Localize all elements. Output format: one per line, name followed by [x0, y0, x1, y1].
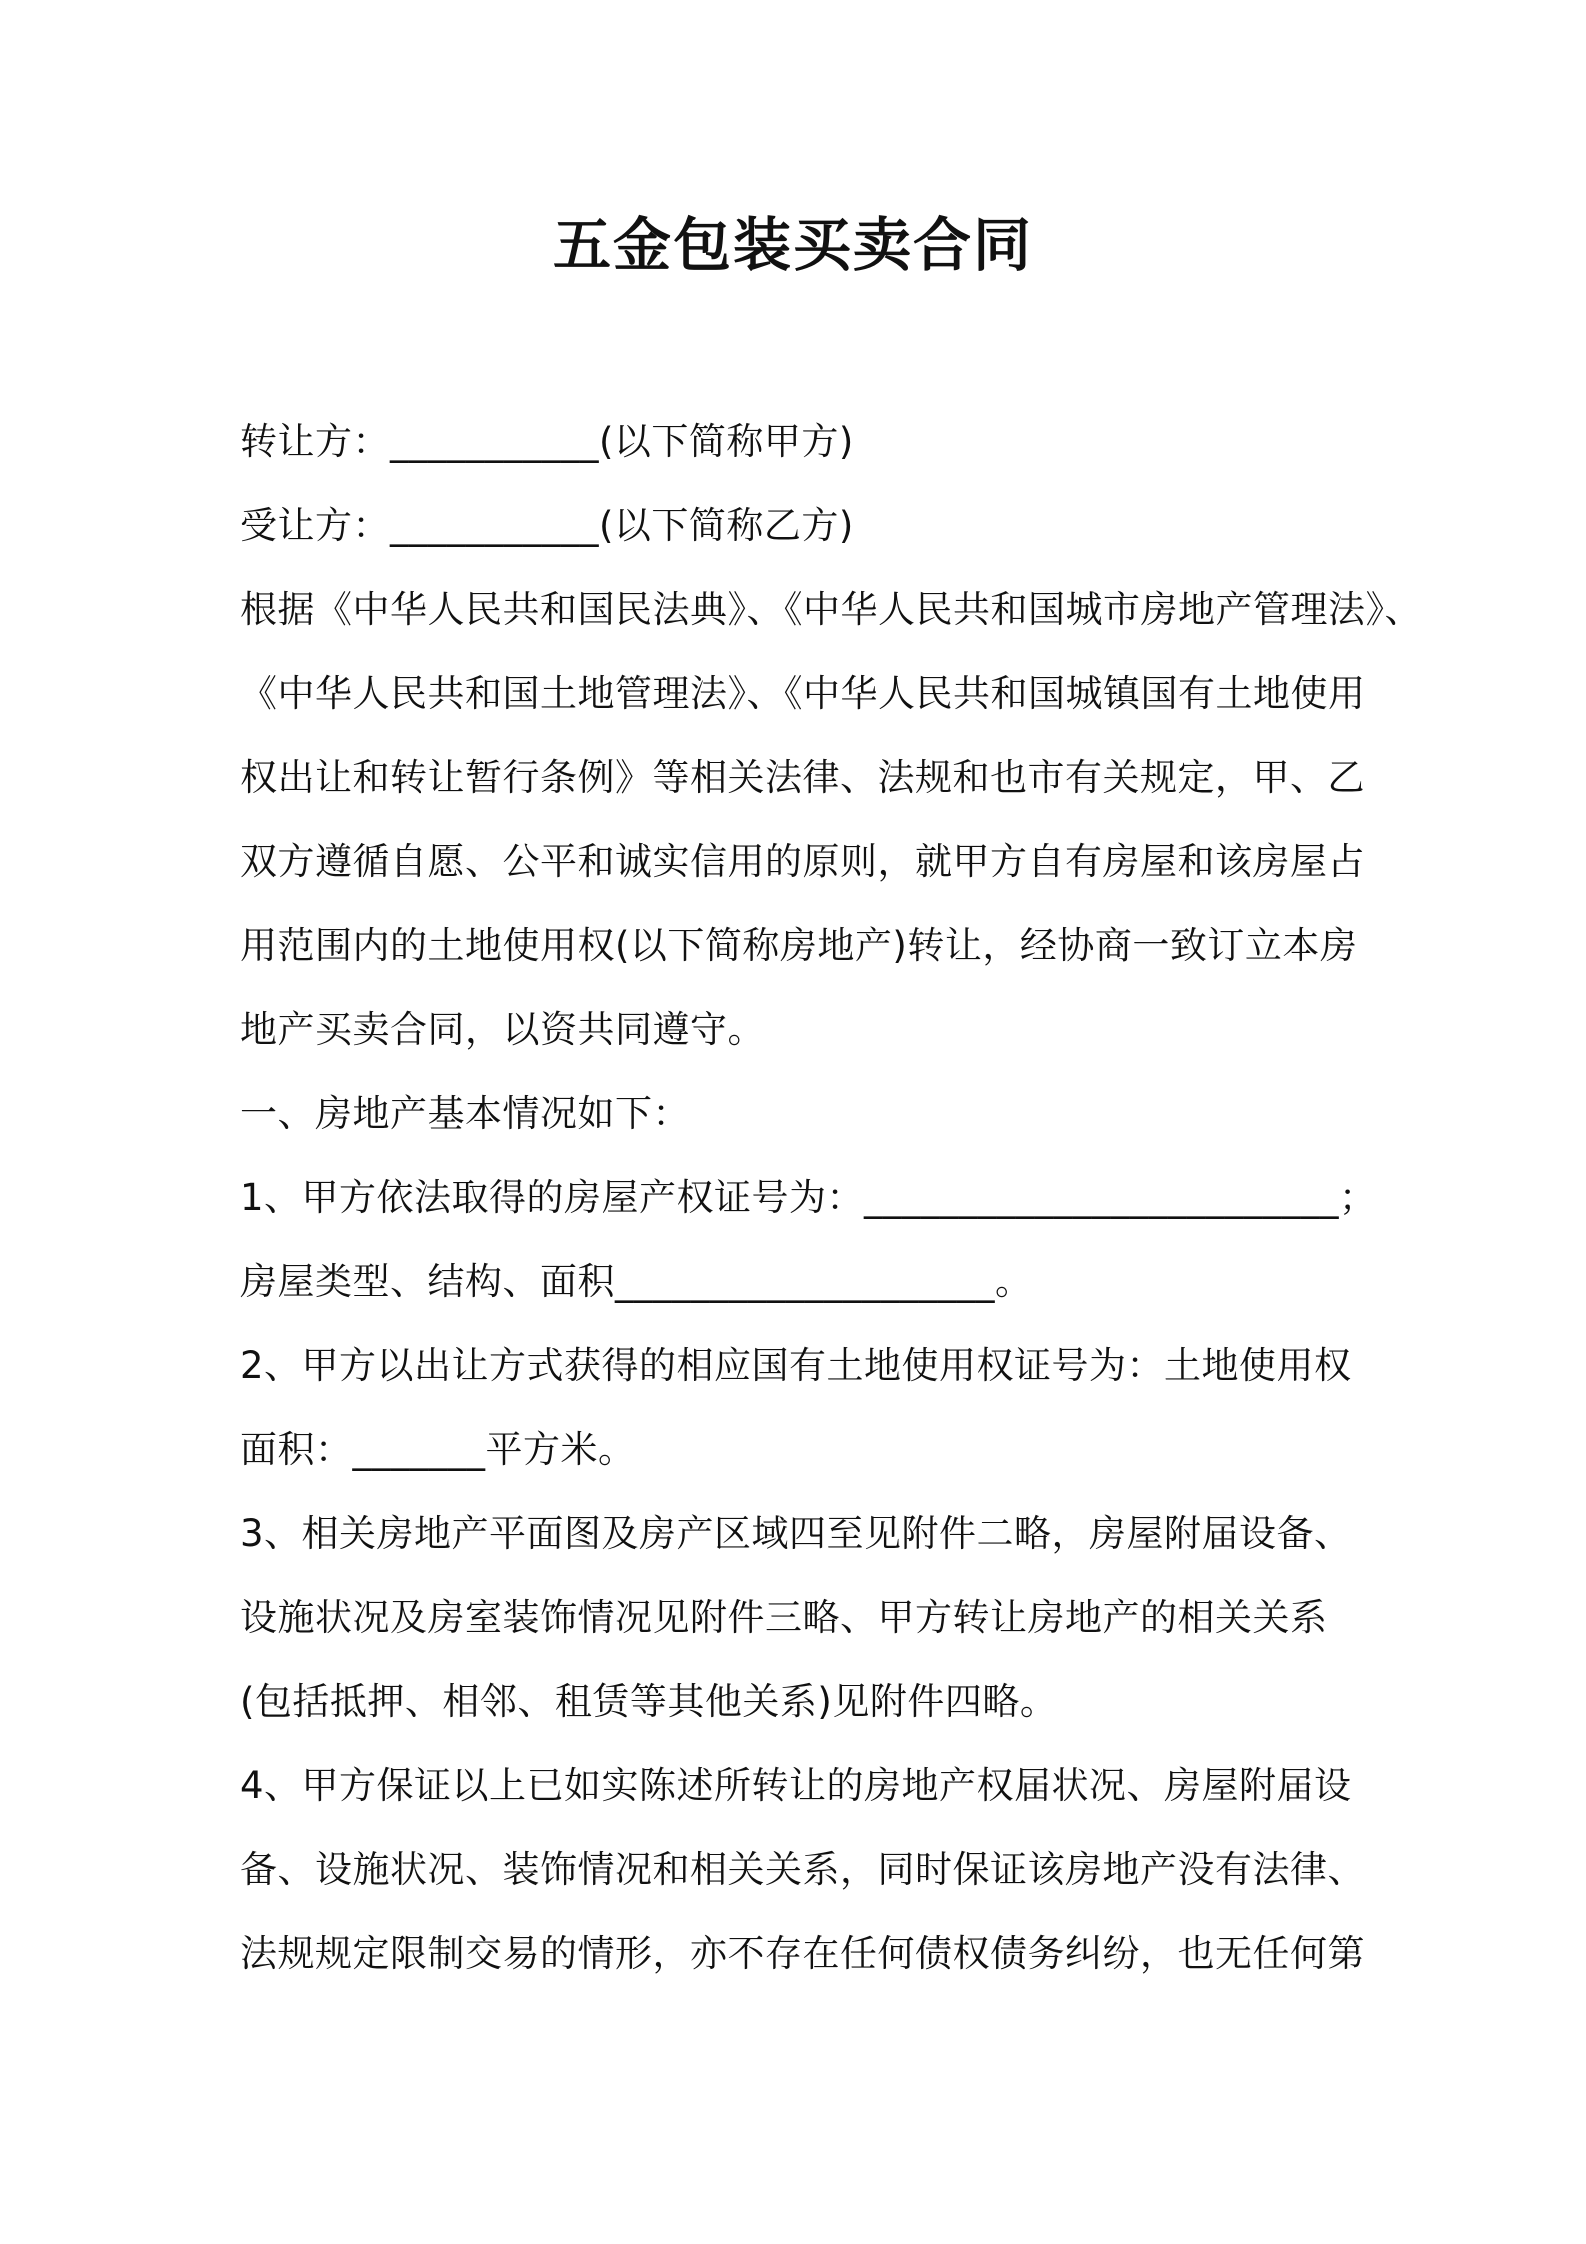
clause-line: (包括抵押、相邻、租赁等其他关系)见附件四略。 [240, 1680, 1058, 1723]
clause-line: 3、相关房地产平面图及房产区域四至见附件二略，房屋附届设备、 [240, 1512, 1352, 1555]
preamble-line: 双方遵循自愿、公平和诚实信用的原则，就甲方自有房屋和该房屋占 [240, 840, 1365, 883]
clause-line: 1、甲方依法取得的房屋产权证号为：_________________________； [240, 1176, 1377, 1219]
contract-body [240, 400, 1422, 1996]
clause-line: 房屋类型、结构、面积____________________。 [240, 1260, 1033, 1303]
clause-line: 法规规定限制交易的情形，亦不存在任何债权债务纠纷，也无任何第 [240, 1932, 1365, 1975]
clause-line: 2、甲方以出让方式获得的相应国有土地使用权证号为：土地使用权 [240, 1344, 1352, 1387]
preamble-line: 根据《中华人民共和国民法典》、《中华人民共和国城市房地产管理法》、 [240, 588, 1422, 631]
preamble-line: 地产买卖合同，以资共同遵守。 [240, 1008, 765, 1051]
transferee-line: 受让方：___________(以下简称乙方) [240, 504, 854, 547]
section-heading: 一、房地产基本情况如下： [240, 1092, 690, 1135]
preamble-line: 权出让和转让暂行条例》等相关法律、法规和也市有关规定，甲、乙 [240, 756, 1365, 799]
preamble-line: 《中华人民共和国土地管理法》、《中华人民共和国城镇国有土地使用 [240, 672, 1366, 715]
transferor-line: 转让方：___________(以下简称甲方) [240, 420, 854, 463]
clause-line: 备、设施状况、装饰情况和相关关系，同时保证该房地产没有法律、 [240, 1848, 1365, 1891]
preamble-line: 用范围内的土地使用权(以下简称房地产)转让，经协商一致订立本房 [240, 924, 1358, 967]
document-title: 五金包装买卖合同 [552, 211, 1033, 279]
clause-line: 面积：_______平方米。 [240, 1428, 636, 1471]
clause-line: 4、甲方保证以上已如实陈述所转让的房地产权届状况、房屋附届设 [240, 1764, 1352, 1807]
clause-line: 设施状况及房室装饰情况见附件三略、甲方转让房地产的相关关系 [240, 1596, 1328, 1639]
